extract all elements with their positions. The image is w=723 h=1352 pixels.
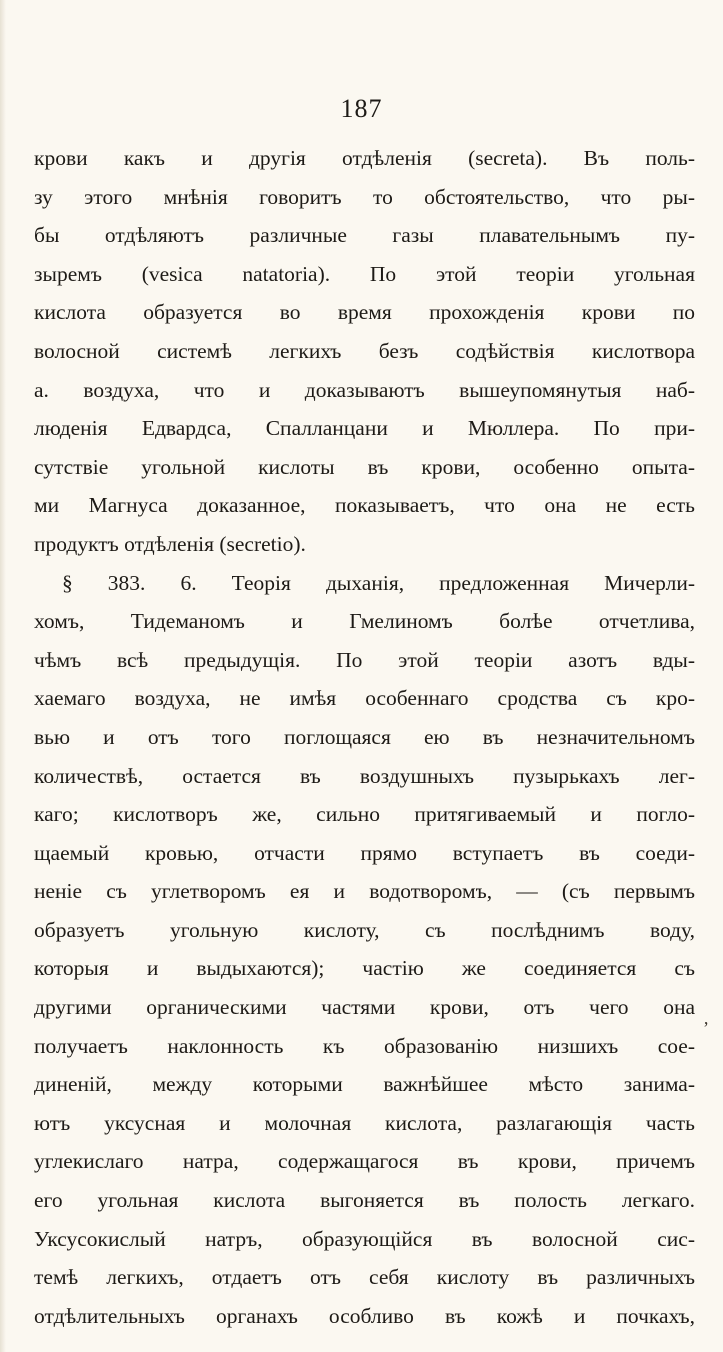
text-line: другими органическими частями крови, отъ чего она (34, 995, 695, 1020)
text-line: а. воздуха, что и доказываютъ вышеупомянутыя наб- (34, 377, 695, 402)
text-line: хаемаго воздуха, не имѣя особеннаго сродства съ кро- (34, 686, 695, 711)
text-line: волосной системѣ легкихъ безъ содѣйствія кислотвора (34, 338, 695, 363)
text-line: сутствіе угольной кислоты въ крови, особенно опыта- (34, 454, 695, 479)
text-line: его угольная кислота выгоняется въ полость легкаго. (34, 1188, 695, 1213)
text-line: углекислаго натра, содержащагося въ крови, причемъ (34, 1149, 695, 1174)
text-line: темѣ легкихъ, отдаетъ отъ себя кислоту въ различныхъ (34, 1265, 695, 1290)
text-line: кислота образуется во время прохожденія крови по (34, 300, 695, 325)
margin-mark: ’ (703, 1018, 709, 1038)
text-line: вью и отъ того поглощаяся ею въ незначительномъ (34, 724, 695, 749)
text-line: продуктъ отдѣленія (secretio). (34, 531, 306, 556)
paragraph-start-line: § 383. 6. Теорія дыханія, предложенная Мичерли- (62, 570, 695, 595)
page-number: 187 (340, 94, 383, 123)
text-line: Уксусокислый натръ, образующійся въ волосной сис- (34, 1226, 695, 1251)
text-line: каго; кислотворъ же, сильно притягиваемый и погло- (34, 802, 695, 827)
text-line: которыя и выдыхаются); частію же соединяется съ (34, 956, 695, 981)
text-line: отдѣлительныхъ органахъ особливо въ кожѣ и почкахъ, (34, 1303, 695, 1328)
text-line: зыремъ (vesica natatoria). По этой теоріи угольная (34, 261, 695, 286)
text-line: люденія Едвардса, Спалланцани и Мюллера. По при- (34, 416, 695, 441)
text-line: количествѣ, остается въ воздушныхъ пузырькахъ лег- (34, 763, 695, 788)
text-line: зу этого мнѣнія говоритъ то обстоятельство, что ры- (34, 184, 695, 209)
body-text (34, 139, 695, 1335)
text-line: щаемый кровью, отчасти прямо вступаетъ въ соеди- (34, 840, 695, 865)
page-edge-shadow (0, 0, 6, 1352)
text-line: чѣмъ всѣ предыдущія. По этой теоріи азотъ вды- (34, 647, 695, 672)
text-line: хомъ, Тидеманомъ и Гмелиномъ болѣе отчетлива, (34, 609, 695, 634)
text-line: неніе съ углетворомъ ея и водотворомъ, — (съ первымъ (34, 879, 695, 904)
text-line: крови какъ и другія отдѣленія (secreta). Въ поль- (34, 146, 695, 170)
text-line: получаетъ наклонность къ образованію низшихъ сое- (34, 1033, 695, 1058)
text-line: бы отдѣляютъ различные газы плавательнымъ пу- (34, 223, 695, 248)
text-line: ми Магнуса доказанное, показываетъ, что она не есть (34, 493, 695, 518)
text-line: образуетъ угольную кислоту, съ послѣднимъ воду, (34, 917, 695, 942)
text-line: диненій, между которыми важнѣйшее мѣсто занима- (34, 1072, 695, 1097)
text-line: ютъ уксусная и молочная кислота, разлагающія часть (34, 1110, 695, 1135)
